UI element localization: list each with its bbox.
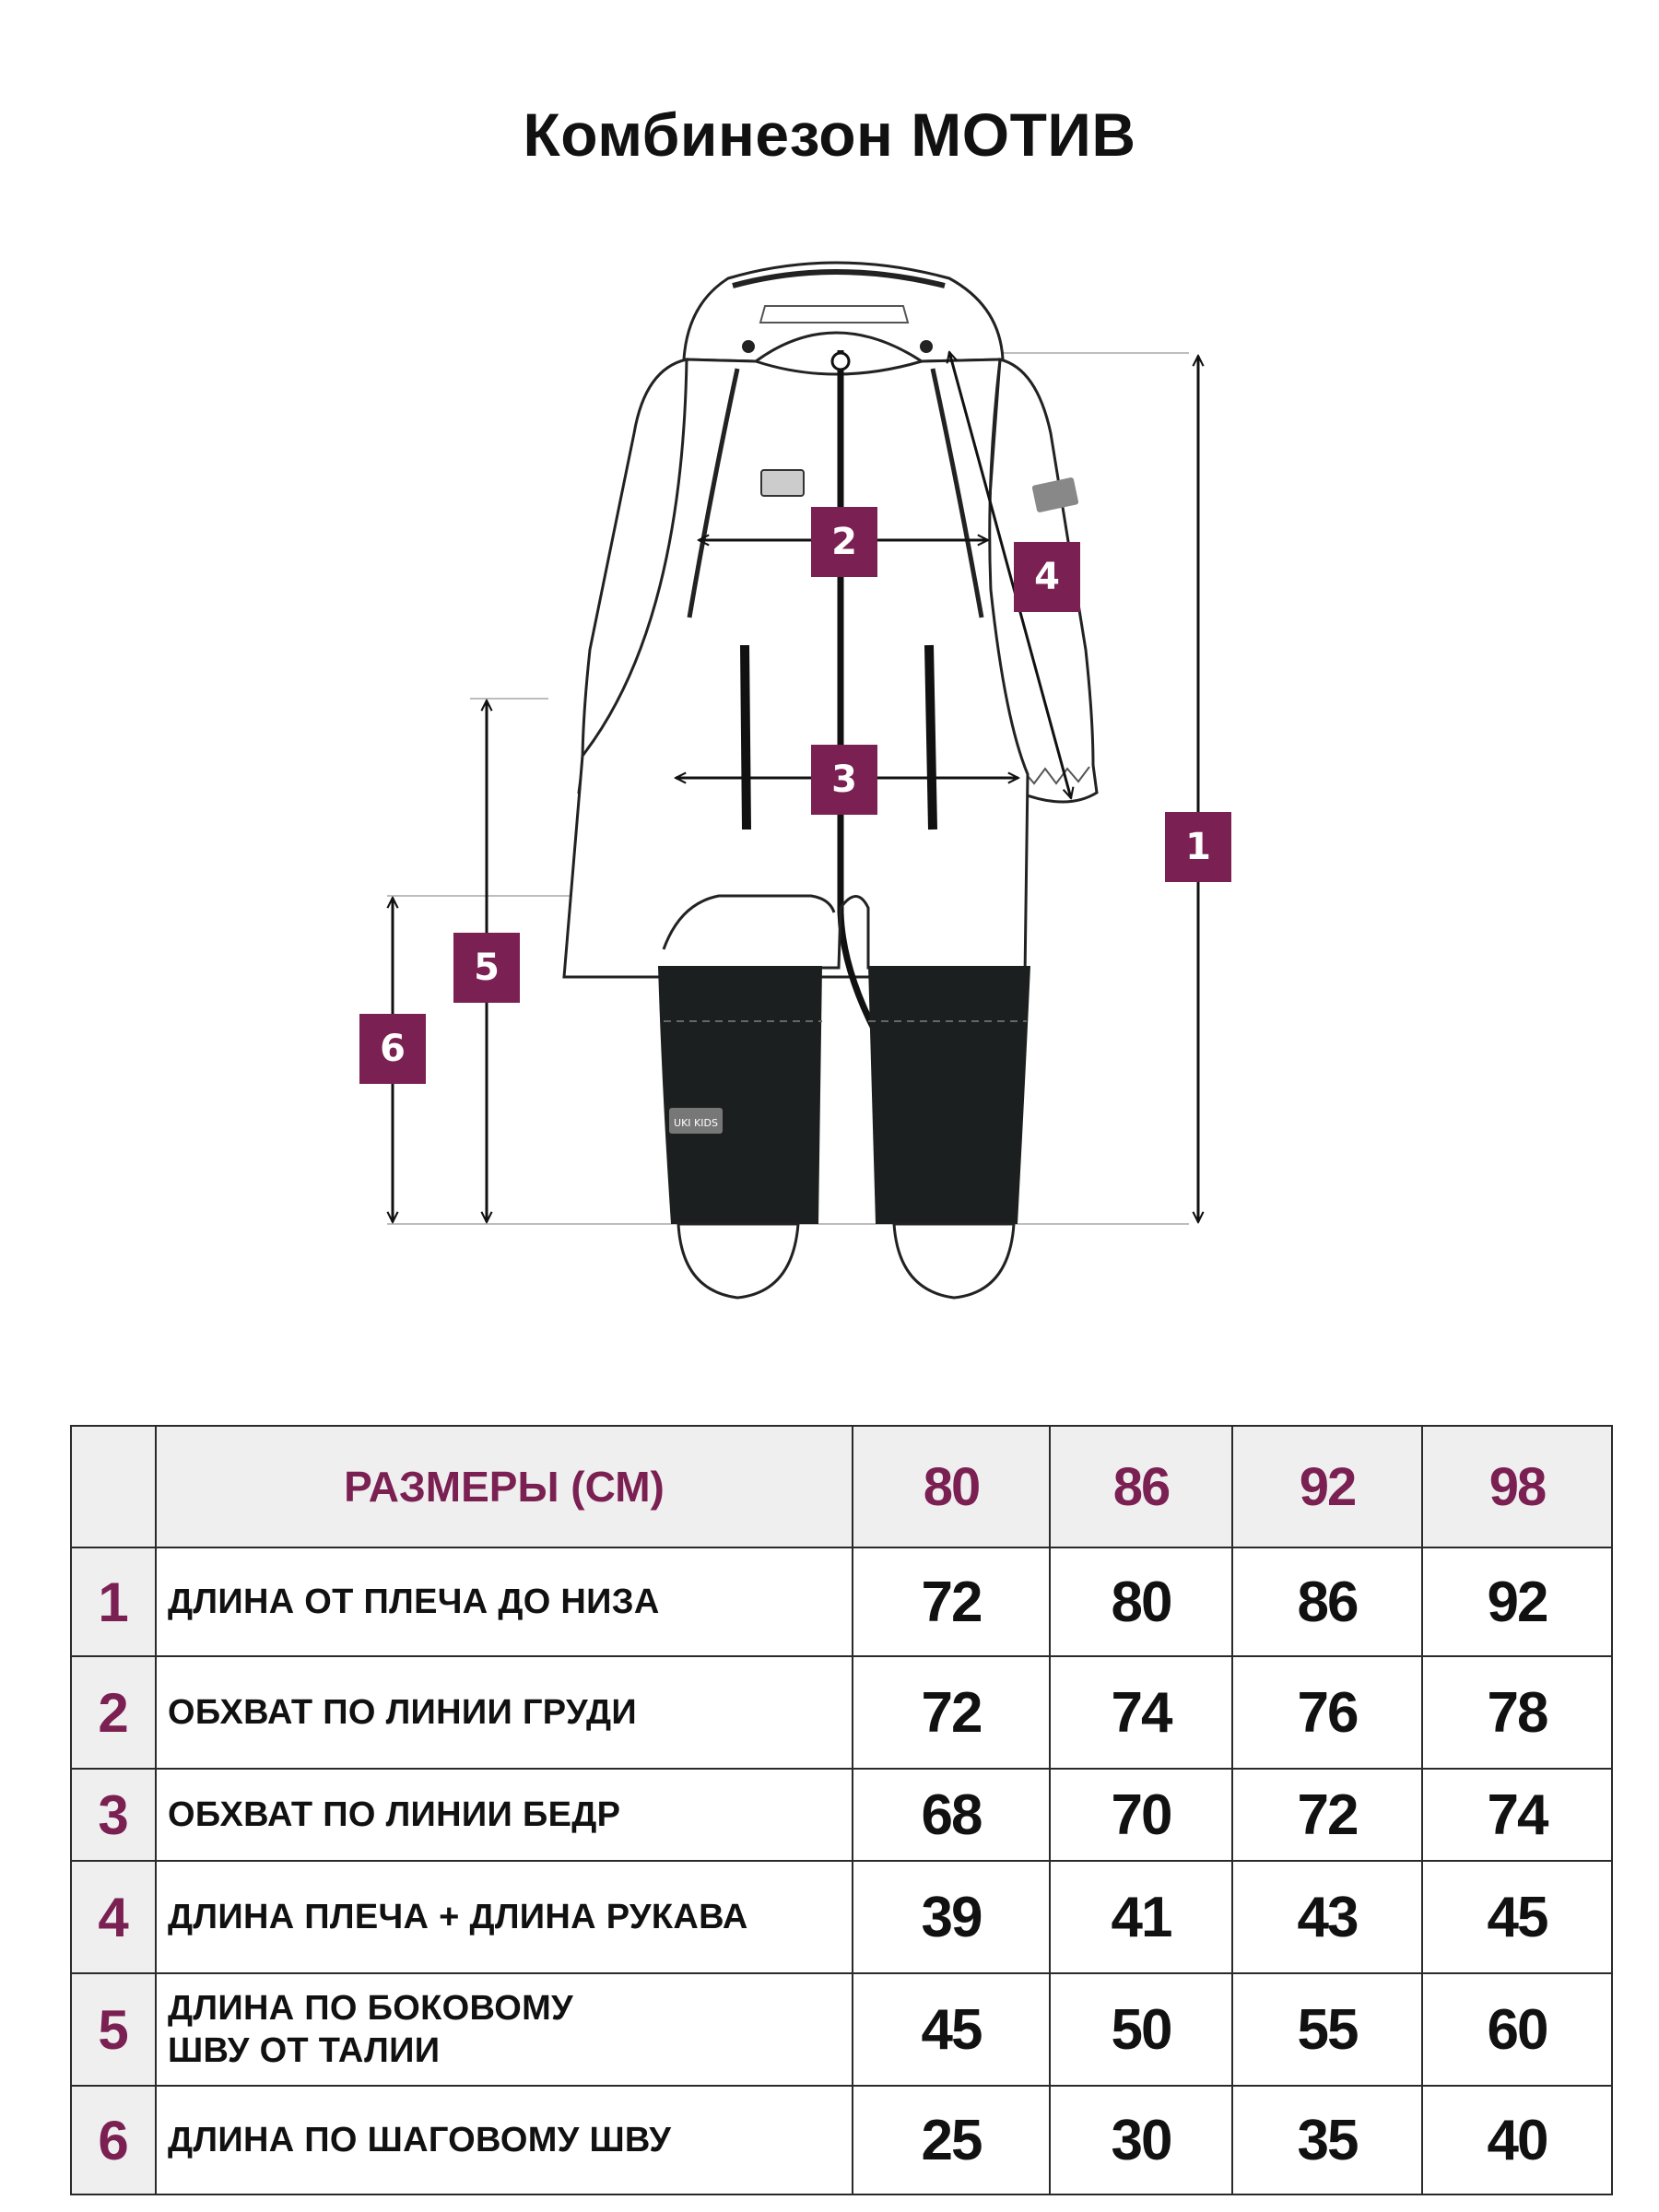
row-number: 1 (71, 1547, 156, 1656)
table-row (71, 1861, 1612, 1973)
row-value: 55 (1232, 1973, 1422, 2086)
row-value: 78 (1422, 1656, 1612, 1769)
row-value: 60 (1422, 1973, 1612, 2086)
hood-button-right (920, 340, 933, 353)
row-value: 30 (1050, 2086, 1232, 2194)
marker-4: 4 (1014, 542, 1080, 612)
table-row (71, 2086, 1612, 2194)
row-value: 35 (1232, 2086, 1422, 2194)
page-title: Комбинезон МОТИВ (523, 100, 1136, 169)
row-value: 70 (1050, 1769, 1232, 1861)
row-label: ДЛИНА ПО ШАГОВОМУ ШВУ (156, 2086, 853, 2194)
right-foot-strap (894, 1224, 1014, 1298)
row-number: 3 (71, 1769, 156, 1861)
row-number: 6 (71, 2086, 156, 2194)
table-row (71, 1769, 1612, 1861)
marker-5: 5 (453, 933, 520, 1003)
header-size-86: 86 (1050, 1426, 1232, 1547)
row-value: 80 (1050, 1547, 1232, 1656)
row-value: 40 (1422, 2086, 1612, 2194)
row-number: 2 (71, 1656, 156, 1769)
row-value: 68 (853, 1769, 1050, 1861)
right-lower-leg (868, 966, 1030, 1224)
table-row (71, 1656, 1612, 1769)
row-value: 45 (1422, 1861, 1612, 1973)
row-value: 72 (853, 1656, 1050, 1769)
row-value: 25 (853, 2086, 1050, 2194)
header-size-80: 80 (853, 1426, 1050, 1547)
header-size-98: 98 (1422, 1426, 1612, 1547)
row-value: 74 (1050, 1656, 1232, 1769)
row-number: 4 (71, 1861, 156, 1973)
row-label: ДЛИНА ПЛЕЧА + ДЛИНА РУКАВА (156, 1861, 853, 1973)
left-foot-strap (678, 1224, 798, 1298)
row-value: 45 (853, 1973, 1050, 2086)
table-row (71, 1973, 1612, 2086)
row-value: 41 (1050, 1861, 1232, 1973)
right-pocket-zipper (929, 645, 933, 830)
marker-3: 3 (811, 745, 877, 815)
marker-1: 1 (1165, 812, 1231, 882)
row-value: 72 (853, 1547, 1050, 1656)
row-value: 74 (1422, 1769, 1612, 1861)
leg-badge-text: UKI KIDS (674, 1117, 718, 1129)
row-label: ДЛИНА ОТ ПЛЕЧА ДО НИЗА (156, 1547, 853, 1656)
left-pocket-zipper (745, 645, 747, 830)
row-value: 92 (1422, 1547, 1612, 1656)
header-size-92: 92 (1232, 1426, 1422, 1547)
row-value: 50 (1050, 1973, 1232, 2086)
header-blank-cell (71, 1426, 156, 1547)
row-label: ОБХВАТ ПО ЛИНИИ ГРУДИ (156, 1656, 853, 1769)
marker-6: 6 (359, 1014, 426, 1084)
marker-2: 2 (811, 507, 877, 577)
row-value: 43 (1232, 1861, 1422, 1973)
row-value: 86 (1232, 1547, 1422, 1656)
row-value: 72 (1232, 1769, 1422, 1861)
table-row (71, 1547, 1612, 1656)
size-chart-table (70, 1425, 1613, 2195)
left-lower-leg (658, 966, 822, 1224)
row-label: ОБХВАТ ПО ЛИНИИ БЕДР (156, 1769, 853, 1861)
row-value: 39 (853, 1861, 1050, 1973)
chest-logo-badge (761, 470, 804, 496)
table-header-row (71, 1426, 1612, 1547)
row-label: ДЛИНА ПО БОКОВОМУ ШВУ ОТ ТАЛИИ (156, 1973, 853, 2086)
row-value: 76 (1232, 1656, 1422, 1769)
header-sizes-label: РАЗМЕРЫ (СМ) (156, 1426, 853, 1547)
garment-diagram (0, 240, 1659, 1309)
hood-button-left (742, 340, 755, 353)
row-number: 5 (71, 1973, 156, 2086)
